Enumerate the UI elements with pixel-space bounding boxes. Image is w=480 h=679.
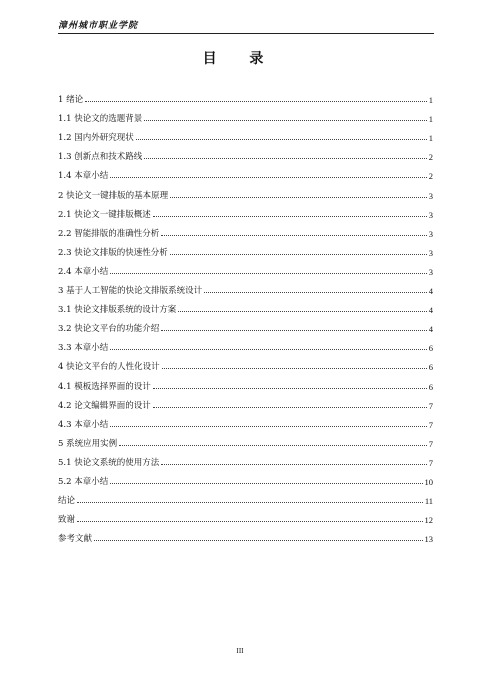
toc-entry-page: 3 [428,228,433,239]
toc-entry-label: 1.3 创新点和技术路线 [58,152,143,163]
toc-entry-label: 3.2 快论文平台的功能介绍 [58,324,160,335]
toc-entry-label: 2 快论文一键排版的基本原理 [58,190,169,201]
toc-entry-page: 2 [428,171,433,182]
toc-entry-page: 13 [424,534,433,545]
toc-leader-dots [110,273,427,274]
toc-entry-label: 2.3 快论文排版的快速性分析 [58,247,168,258]
toc-entry-label: 1 绪论 [58,95,84,106]
toc-entry-page: 6 [428,362,433,373]
toc-entry-label: 致谢 [58,515,76,526]
toc-entry-page: 4 [428,305,433,316]
toc-leader-dots [77,521,422,522]
toc-leader-dots [204,292,427,293]
toc-leader-dots [77,502,423,503]
toc-entry[interactable] [58,201,433,220]
toc-leader-dots [161,235,427,236]
toc-leader-dots [153,216,427,217]
toc-entry-label: 结论 [58,496,76,507]
toc-entry[interactable] [58,86,433,105]
toc-leader-dots [162,368,427,369]
toc-entry[interactable] [58,430,433,449]
toc-entry[interactable] [58,162,433,181]
toc-entry-page: 4 [428,324,433,335]
toc-entry-label: 5.1 快论文系统的使用方法 [58,457,160,468]
toc-entry[interactable] [58,334,433,353]
toc-leader-dots [161,464,427,465]
toc-entry-label: 4.1 模板选择界面的设计 [58,381,151,392]
toc-entry-label: 2.4 本章小结 [58,266,109,277]
toc-entry-page: 11 [424,496,433,507]
toc-entry-label: 3 基于人工智能的快论文排版系统设计 [58,286,203,297]
toc-entry[interactable] [58,506,433,525]
toc-entry-page: 3 [428,209,433,220]
toc-entry-page: 1 [428,114,433,125]
toc-entry[interactable] [58,105,433,124]
toc-entry[interactable] [58,124,433,143]
toc-entry-page: 1 [428,95,433,106]
toc-entry-page: 3 [428,247,433,258]
toc-leader-dots [144,120,427,121]
toc-leader-dots [110,483,422,484]
toc-entry-page: 7 [428,438,433,449]
toc-entry-label: 4.3 本章小结 [58,419,109,430]
page-number: III [236,647,244,655]
toc-entry[interactable] [58,487,433,506]
toc-entry[interactable] [58,449,433,468]
toc-entry-page: 7 [428,457,433,468]
toc-entry-page: 7 [428,400,433,411]
toc-entry-label: 5.2 本章小结 [58,476,109,487]
toc-entry-label: 1.4 本章小结 [58,171,109,182]
toc-entry-page: 3 [428,190,433,201]
toc-entry[interactable] [58,239,433,258]
toc-entry[interactable] [58,468,433,487]
toc-entry-page: 3 [428,266,433,277]
toc-entry[interactable] [58,353,433,372]
toc-entry-page: 7 [428,419,433,430]
toc-leader-dots [85,101,427,102]
toc-leader-dots [153,388,427,389]
toc-entry-label: 5 系统应用实例 [58,438,118,449]
toc-entry-page: 6 [428,381,433,392]
toc-leader-dots [153,407,427,408]
toc-entry[interactable] [58,220,433,239]
toc-leader-dots [144,158,427,159]
toc-entry-label: 3.1 快论文排版系统的设计方案 [58,305,177,316]
toc-entry-page: 10 [424,476,433,487]
toc-title: 目 录 [202,51,278,67]
toc-entry-label: 参考文献 [58,534,93,545]
toc-entry-label: 4 快论文平台的人性化设计 [58,362,160,373]
toc-leader-dots [178,311,427,312]
toc-entry[interactable] [58,411,433,430]
toc-entry-page: 2 [428,152,433,163]
toc-entry-label: 1.1 快论文的选题背景 [58,114,143,125]
toc-entry-page: 1 [428,133,433,144]
toc-entry[interactable] [58,315,433,334]
toc-leader-dots [170,197,427,198]
toc-leader-dots [110,426,427,427]
toc-leader-dots [161,330,427,331]
toc-entry-page: 4 [428,286,433,297]
toc-leader-dots [110,349,427,350]
toc-entry-label: 1.2 国内外研究现状 [58,133,134,144]
toc-entry[interactable] [58,181,433,200]
toc-entry[interactable] [58,392,433,411]
toc-entry-label: 2.2 智能排版的准确性分析 [58,228,160,239]
toc-entry-page: 6 [428,343,433,354]
toc-leader-dots [170,254,427,255]
header-rule [58,33,434,34]
toc-entry[interactable] [58,525,433,544]
toc-leader-dots [119,445,427,446]
toc-entry-page: 12 [424,515,433,526]
table-of-contents [58,86,433,544]
toc-entry[interactable] [58,277,433,296]
toc-entry[interactable] [58,143,433,162]
toc-leader-dots [94,540,422,541]
toc-entry-label: 3.3 本章小结 [58,343,109,354]
school-header: 漳州城市职业学院 [58,21,139,31]
toc-entry[interactable] [58,296,433,315]
toc-entry[interactable] [58,372,433,391]
toc-entry-label: 2.1 快论文一键排版概述 [58,209,151,220]
toc-leader-dots [136,139,427,140]
toc-entry[interactable] [58,258,433,277]
toc-leader-dots [110,177,427,178]
toc-entry-label: 4.2 论文编辑界面的设计 [58,400,151,411]
